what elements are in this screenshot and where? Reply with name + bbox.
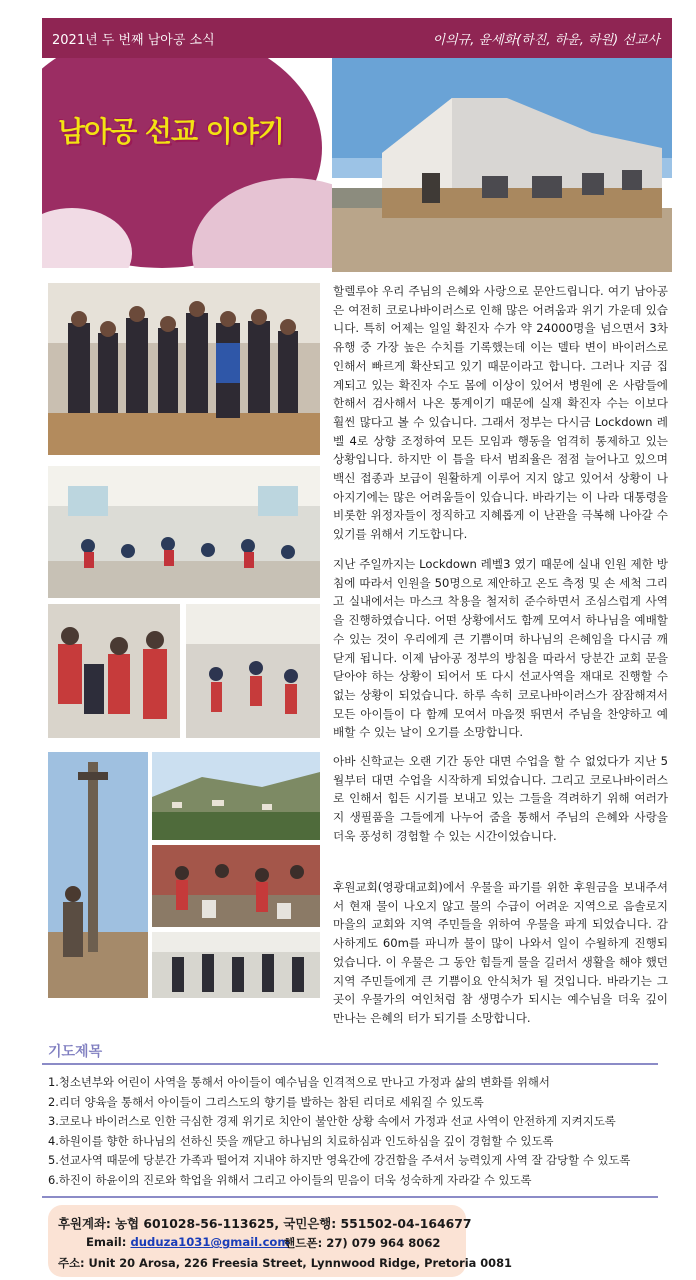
prayer-item: 4.하원이를 향한 하나님의 선하신 뜻을 깨닫고 하나님의 치료하심과 인도하심을 깊이 경험할 수 있도록 <box>48 1133 554 1148</box>
children-group-photo <box>48 283 320 455</box>
banner-title: 남아공 선교 이야기 <box>58 115 284 148</box>
paragraph-well: 후원교회(영광대교회)에서 우물을 파기를 위한 후원금을 보내주셔서 현재 물이 나오지 않고 물의 수급이 어려운 지역으로 음솔로지 마을의 교회와 지역 주민들을 위하여 우물을 파게 되었습니다. 감사하게도 60m를 파니까 물이 많이 나와서 일이 수월하게 진행되었습니다. 이 우물은 그 동안 힘들게 물을 길러서 생활을 해야 했던 지역 주민들에게 큰 기쁨이요 안식처가 될 것입니다. 바라기는 그곳이 우물가의 여인처럼 참 생명수가 되시는 예수님을 더욱 깊이 만나는 은혜의 터가 되기를 소망합니다. <box>333 880 668 1025</box>
well-drilling-photo <box>48 752 148 998</box>
village-view-photo <box>152 752 320 840</box>
phone-number: 핸드폰: 27) 079 964 8062 <box>284 1236 441 1250</box>
prayer-item: 6.하진이 하윤이의 진로와 학업을 위해서 그리고 아이들의 믿음이 더욱 성숙하게 자라갈 수 있도록 <box>48 1172 532 1187</box>
supplies-distribution-photo <box>152 845 320 927</box>
title-banner <box>42 58 332 268</box>
prayer-list <box>48 1073 668 1190</box>
paragraph-seminary: 아바 신학교는 오랜 기간 동안 대면 수업을 할 수 없었다가 지난 5월부터 대면 수업을 시작하게 되었습니다. 그리고 코로나바이러스로 인해서 힘든 시기를 보내고 있는 그들을 격려하기 위해 여러가지 생필품을 그들에게 나누어 줌을 통해서 주님의 은혜와 사랑을 더욱 풍성히 경험할 수 있는 시간이었습니다. <box>333 754 668 843</box>
prayer-item: 3.코로나 바이러스로 인한 극심한 경제 위기로 치안이 불안한 상황 속에서 가정과 선교 사역이 안전하게 지켜지도록 <box>48 1114 616 1128</box>
prayer-item: 5.선교사역 때문에 당분간 가족과 떨어져 지내야 하지만 영육간에 강건함을 주셔서 능력있게 사역 잘 감당할 수 있도록 <box>48 1153 631 1167</box>
prayer-item: 1.청소년부와 어린이 사역을 통해서 아이들이 예수님을 인격적으로 만나고 가정과 삶의 변화를 위해서 <box>48 1075 550 1089</box>
prayer-divider-top <box>42 1063 658 1065</box>
seminary-group-photo <box>152 932 320 998</box>
prayer-item: 2.리더 양육을 통해서 아이들이 그리스도의 향기를 발하는 참된 리더로 세워질 수 있도록 <box>48 1094 484 1109</box>
contact-box <box>48 1205 512 1277</box>
paragraph-lockdown: 지난 주일까지는 Lockdown 레벨3 였기 때문에 실내 인원 제한 방침에 따라서 인원을 50명으로 제안하고 온도 측정 및 손 세척 그리고 실내에서는 마스크 착용을 철저히 준수하면서 조심스럽게 사역을 진행하였습니다. 어떤 상황에서도 함께 모여서 하나님을 예배할 수 있는 것이 우리에게 큰 기쁨이며 하나님의 은혜임을 다시금 깨닫게 됩니다. 이제 남아공 정부의 방침을 따라서 당분간 교회 문을 닫아야 하는 상황이 되어서 또 다시 선교사역을 재대로 진행할 수 없는 상황이 되었습니다. 하루 속히 코로나바이러스가 잠잠해져서 모든 아이들이 다 함께 모여서 마음껏 뛰면서 주님을 찬양하고 예배할 수 있는 날이 오기를 소망합니다. <box>333 557 668 740</box>
header-bar <box>42 18 672 58</box>
missionary-names: 이의규, 윤세화(하진, 하윤, 하원) 선교사 <box>432 33 660 48</box>
email-line <box>86 1235 289 1249</box>
church-photo <box>332 58 672 272</box>
worship-hall-photo <box>48 466 320 598</box>
prayer-divider-bottom <box>42 1196 658 1198</box>
prayer-title: 기도제목 <box>48 1044 103 1060</box>
support-accounts: 후원계좌: 농협 601028-56-113625, 국민은행: 551502-04-164677 <box>58 1216 472 1231</box>
email-link[interactable]: duduza1031@gmail.com <box>130 1235 290 1249</box>
paragraph-intro: 할렐루야 우리 주님의 은혜와 사랑으로 문안드립니다. 여기 남아공은 여전히 코로나바이러스로 인해 많은 어려움과 위기 가운데 있습니다. 특히 어제는 일일 확진자 수가 약 24000명을 넘으면서 3차 유행 중 가장 높은 수치를 기록했는데 이는 델타 변이 바이러스로 인해서 빠르게 확산되고 있기 때문이라고 합니다. 그러나 지금 집계되고 있는 확진자 수도 몸에 이상이 있어서 병원에 온 사람들에 한해서 검사해서 나온 통계이기 때문에 실재 확진자 수는 이보다 훨씬 많다고 볼 수 있습니다. 그래서 정부는 다시금 Lockdown 레벨 4로 상향 조정하여 모든 모임과 행동을 엄격히 통제하고 있는 상황입니다. 하지만 이 틈을 타서 범죄율은 점점 늘어나고 있으며 백신 접종과 보급이 원활하게 이루어 지지 않고 있어서 상황이 나아지기에는 많은 어려움들이 있습니다. 바라기는 이 나라 대통령을 비롯한 위정자들이 정직하고 지혜롭게 이 난관을 극복해 나아갈 수 있기를 위해서 기도합니다. <box>333 284 668 542</box>
email-label: Email: <box>86 1235 127 1249</box>
kids-worship-photo <box>186 604 320 738</box>
kids-sanitizing-photo <box>48 604 180 738</box>
mailing-address: 주소: Unit 20 Arosa, 226 Freesia Street, Lynnwood Ridge, Pretoria 0081 <box>58 1256 512 1270</box>
newsletter-issue: 2021년 두 번째 남아공 소식 <box>52 33 215 48</box>
